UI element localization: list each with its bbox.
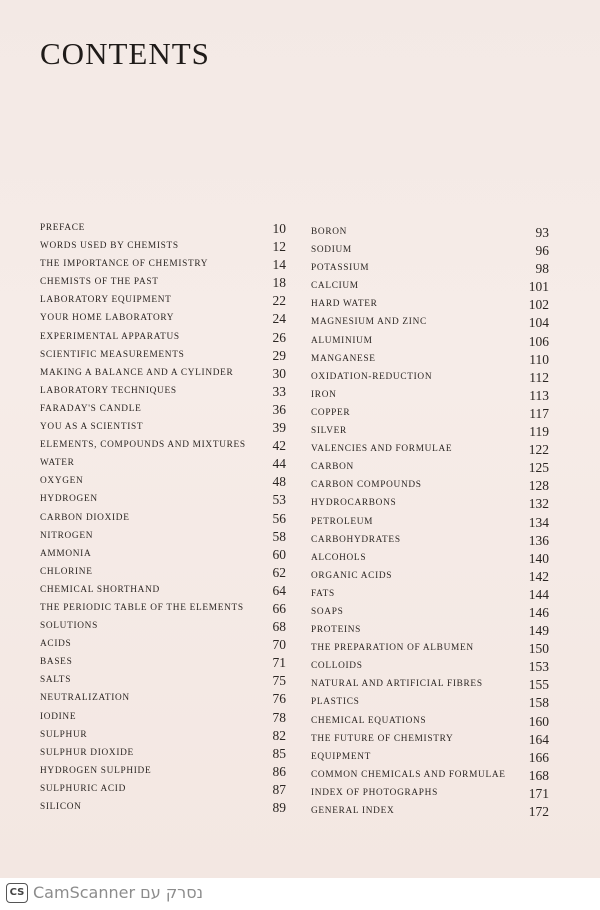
toc-entry — [311, 315, 549, 333]
toc-entry-page-number: 33 — [272, 383, 286, 399]
toc-entry-title: IRON — [311, 389, 337, 400]
toc-entry-title: MAKING A BALANCE AND A CYLINDER — [40, 367, 234, 378]
toc-entry — [311, 478, 549, 496]
toc-entry — [40, 691, 286, 709]
toc-entry — [40, 492, 286, 510]
toc-entry — [311, 623, 549, 641]
toc-entry-page-number: 104 — [528, 315, 549, 331]
toc-entry-page-number: 26 — [272, 329, 286, 345]
toc-entry-title: ALCOHOLS — [311, 552, 367, 563]
toc-entry-title: ELEMENTS, COMPOUNDS AND MIXTURES — [40, 440, 246, 451]
toc-entry-title: ORGANIC ACIDS — [311, 570, 393, 581]
toc-entry — [311, 732, 549, 750]
toc-entry — [40, 655, 286, 673]
toc-entry — [311, 388, 549, 406]
toc-entry-page-number: 158 — [528, 695, 549, 711]
toc-entry — [40, 366, 286, 384]
toc-entry — [311, 551, 549, 569]
toc-entry — [311, 370, 549, 388]
toc-entry — [311, 605, 549, 623]
toc-entry — [40, 348, 286, 366]
toc-entry — [40, 710, 286, 728]
toc-entry-title: THE PERIODIC TABLE OF THE ELEMENTS — [40, 602, 244, 613]
toc-entry-title: FARADAY'S CANDLE — [40, 403, 142, 414]
toc-entry-title: COLLOIDS — [311, 661, 363, 672]
toc-entry — [311, 225, 549, 243]
toc-entry-title: AMMONIA — [40, 548, 92, 559]
toc-entry-page-number: 24 — [272, 311, 286, 327]
toc-entry-title: FATS — [311, 588, 335, 599]
toc-entry — [311, 261, 549, 279]
toc-entry-page-number: 166 — [528, 749, 549, 765]
toc-entry-page-number: 132 — [528, 496, 549, 512]
toc-entry-page-number: 87 — [272, 781, 286, 797]
toc-entry — [40, 619, 286, 637]
toc-entry-page-number: 10 — [272, 221, 286, 236]
toc-entry-title: HYDROGEN — [40, 494, 98, 505]
toc-entry — [311, 496, 549, 514]
toc-entry — [40, 529, 286, 547]
toc-entry-title: SODIUM — [311, 245, 352, 256]
toc-entry — [311, 334, 549, 352]
toc-entry — [40, 764, 286, 782]
toc-entry-title: SILVER — [311, 426, 347, 437]
toc-entry-title: NEUTRALIZATION — [40, 693, 130, 704]
toc-entry — [40, 257, 286, 275]
toc-entry-page-number: 42 — [272, 438, 286, 454]
toc-entry — [40, 565, 286, 583]
toc-entry-title: THE FUTURE OF CHEMISTRY — [311, 733, 454, 744]
toc-entry-page-number: 164 — [528, 731, 549, 747]
toc-entry-title: YOU AS A SCIENTIST — [40, 422, 144, 433]
toc-entry-page-number: 48 — [272, 474, 286, 490]
toc-entry-title: LABORATORY EQUIPMENT — [40, 295, 172, 306]
toc-entry-title: YOUR HOME LABORATORY — [40, 313, 175, 324]
toc-entry — [311, 768, 549, 786]
toc-entry-page-number: 144 — [528, 586, 549, 602]
toc-entry-title: CARBON COMPOUNDS — [311, 480, 422, 491]
toc-entry — [40, 438, 286, 456]
toc-entry — [40, 239, 286, 257]
toc-entry-title: EXPERIMENTAL APPARATUS — [40, 331, 180, 342]
toc-entry-title: CHEMISTS OF THE PAST — [40, 277, 159, 288]
toc-entry-title: HARD WATER — [311, 299, 378, 310]
toc-entry-title: THE PREPARATION OF ALBUMEN — [311, 643, 474, 654]
toc-entry-title: WATER — [40, 458, 75, 469]
toc-entry-page-number: 64 — [272, 582, 286, 598]
toc-entry — [40, 293, 286, 311]
toc-entry-title: SILICON — [40, 802, 82, 812]
toc-entry-page-number: 102 — [528, 297, 549, 313]
toc-entry-page-number: 101 — [528, 279, 549, 295]
toc-entry-title: CARBON — [311, 462, 354, 473]
toc-entry-page-number: 128 — [528, 478, 549, 494]
toc-entry-title: CHLORINE — [40, 566, 93, 577]
toc-entry-title: CHEMICAL SHORTHAND — [40, 584, 160, 595]
toc-entry — [311, 533, 549, 551]
toc-entry — [40, 511, 286, 529]
toc-entry-page-number: 150 — [528, 641, 549, 657]
toc-entry-page-number: 168 — [528, 767, 549, 783]
toc-entry-title: SOLUTIONS — [40, 621, 98, 632]
toc-entry-title: CARBOHYDRATES — [311, 534, 401, 545]
toc-entry — [40, 746, 286, 764]
toc-entry-title: HYDROGEN SULPHIDE — [40, 765, 152, 776]
toc-entry-title: PLASTICS — [311, 697, 360, 708]
toc-entry-title: NATURAL AND ARTIFICIAL FIBRES — [311, 679, 483, 690]
toc-entry-title: INDEX OF PHOTOGRAPHS — [311, 787, 438, 798]
toc-left-column — [40, 221, 286, 818]
toc-entry — [40, 547, 286, 565]
toc-entry-page-number: 171 — [528, 785, 549, 801]
toc-entry-page-number: 56 — [272, 510, 286, 526]
toc-entry-page-number: 98 — [535, 261, 549, 277]
toc-entry-page-number: 62 — [272, 564, 286, 580]
toc-entry-page-number: 66 — [272, 600, 286, 616]
toc-entry — [311, 659, 549, 677]
toc-entry-title: NITROGEN — [40, 530, 94, 541]
toc-entry-title: VALENCIES AND FORMULAE — [311, 444, 453, 455]
toc-entry-title: CHEMICAL EQUATIONS — [311, 715, 427, 726]
page-title: CONTENTS — [40, 36, 210, 71]
toc-entry — [311, 804, 549, 822]
toc-entry-page-number: 14 — [272, 257, 286, 273]
toc-entry — [311, 243, 549, 261]
toc-entry — [40, 601, 286, 619]
toc-entry-page-number: 155 — [528, 677, 549, 693]
toc-entry-title: CALCIUM — [311, 281, 359, 292]
toc-entry — [311, 515, 549, 533]
toc-entry-page-number: 76 — [272, 691, 286, 707]
toc-entry — [40, 384, 286, 402]
toc-entry-page-number: 117 — [529, 405, 549, 421]
toc-entry-page-number: 36 — [272, 401, 286, 417]
toc-entry-title: CARBON DIOXIDE — [40, 512, 130, 523]
toc-entry-page-number: 29 — [272, 347, 286, 363]
toc-entry-title: ALUMINIUM — [311, 335, 373, 346]
toc-entry-title: SULPHURIC ACID — [40, 783, 126, 794]
toc-entry-title: EQUIPMENT — [311, 751, 372, 762]
toc-entry-title: PETROLEUM — [311, 516, 374, 527]
toc-entry — [40, 330, 286, 348]
toc-entry-page-number: 86 — [272, 763, 286, 779]
toc-entry-title: PROTEINS — [311, 625, 362, 636]
toc-entry-page-number: 85 — [272, 745, 286, 761]
toc-entry — [40, 728, 286, 746]
toc-entry — [311, 297, 549, 315]
toc-entry-title: MANGANESE — [311, 353, 376, 364]
toc-entry — [40, 311, 286, 329]
toc-entry-page-number: 112 — [529, 369, 549, 385]
toc-entry-page-number: 125 — [528, 460, 549, 476]
camscanner-logo-icon: CS — [6, 883, 28, 903]
toc-entry-page-number: 146 — [528, 604, 549, 620]
toc-entry-page-number: 12 — [272, 239, 286, 255]
toc-entry-title: OXIDATION-REDUCTION — [311, 371, 433, 382]
toc-entry — [40, 275, 286, 293]
toc-entry-page-number: 113 — [529, 387, 549, 403]
toc-entry — [40, 637, 286, 655]
toc-entry-page-number: 142 — [528, 568, 549, 584]
toc-entry-page-number: 60 — [272, 546, 286, 562]
toc-entry-page-number: 71 — [272, 655, 286, 671]
toc-entry-page-number: 140 — [528, 550, 549, 566]
toc-entry-title: SALTS — [40, 675, 72, 686]
toc-entry-page-number: 70 — [272, 637, 286, 653]
toc-entry — [311, 279, 549, 297]
toc-entry — [40, 583, 286, 601]
toc-entry — [40, 474, 286, 492]
toc-entry-title: COPPER — [311, 407, 351, 418]
toc-entry-title: HYDROCARBONS — [311, 498, 397, 509]
toc-entry-title: LABORATORY TECHNIQUES — [40, 385, 177, 396]
toc-entry — [311, 424, 549, 442]
toc-entry-title: BORON — [311, 227, 348, 237]
toc-entry-page-number: 153 — [528, 659, 549, 675]
toc-entry — [311, 587, 549, 605]
toc-entry-page-number: 93 — [535, 225, 549, 240]
toc-entry-page-number: 22 — [272, 293, 286, 309]
toc-entry-page-number: 89 — [272, 800, 286, 815]
toc-entry — [40, 800, 286, 818]
toc-entry-page-number: 149 — [528, 623, 549, 639]
toc-entry-page-number: 122 — [528, 442, 549, 458]
toc-entry-title: WORDS USED BY CHEMISTS — [40, 241, 179, 252]
toc-entry-page-number: 106 — [528, 333, 549, 349]
toc-entry — [311, 352, 549, 370]
toc-entry-page-number: 44 — [272, 456, 286, 472]
toc-entry — [311, 677, 549, 695]
toc-entry — [40, 782, 286, 800]
toc-entry — [311, 442, 549, 460]
toc-entry-title: OXYGEN — [40, 476, 84, 487]
toc-entry — [311, 569, 549, 587]
toc-right-column — [311, 225, 549, 822]
toc-entry-title: PREFACE — [40, 223, 86, 233]
toc-entry — [311, 460, 549, 478]
toc-entry-page-number: 75 — [272, 673, 286, 689]
toc-entry-page-number: 119 — [529, 424, 549, 440]
toc-entry-title: POTASSIUM — [311, 263, 370, 274]
toc-entry-page-number: 82 — [272, 727, 286, 743]
toc-entry — [311, 641, 549, 659]
toc-entry — [40, 673, 286, 691]
toc-entry-page-number: 134 — [528, 514, 549, 530]
toc-entry-title: MAGNESIUM AND ZINC — [311, 317, 427, 328]
scanner-watermark-bar — [0, 878, 600, 910]
toc-entry-page-number: 110 — [529, 351, 549, 367]
toc-entry — [40, 221, 286, 239]
toc-entry — [40, 402, 286, 420]
toc-entry-page-number: 68 — [272, 619, 286, 635]
toc-entry-title: COMMON CHEMICALS AND FORMULAE — [311, 769, 506, 780]
toc-entry — [311, 406, 549, 424]
toc-entry-page-number: 18 — [272, 275, 286, 291]
toc-entry — [311, 786, 549, 804]
toc-entry-title: SULPHUR — [40, 729, 88, 740]
toc-entry-title: BASES — [40, 657, 73, 668]
toc-entry-page-number: 39 — [272, 420, 286, 436]
toc-entry — [311, 695, 549, 713]
toc-entry-page-number: 160 — [528, 713, 549, 729]
toc-entry-page-number: 53 — [272, 492, 286, 508]
toc-entry — [40, 420, 286, 438]
toc-entry — [311, 714, 549, 732]
camscanner-watermark-text: CamScanner נסרק עם — [33, 883, 203, 902]
toc-entry — [40, 456, 286, 474]
toc-entry — [311, 750, 549, 768]
toc-entry-page-number: 58 — [272, 528, 286, 544]
toc-entry-title: IODINE — [40, 711, 77, 722]
toc-entry-title: THE IMPORTANCE OF CHEMISTRY — [40, 259, 209, 270]
toc-entry-page-number: 30 — [272, 365, 286, 381]
toc-entry-page-number: 172 — [528, 804, 549, 819]
toc-entry-title: SOAPS — [311, 606, 344, 617]
toc-entry-title: ACIDS — [40, 639, 72, 650]
toc-entry-title: SCIENTIFIC MEASUREMENTS — [40, 349, 185, 360]
toc-entry-page-number: 96 — [535, 243, 549, 259]
toc-entry-page-number: 78 — [272, 709, 286, 725]
toc-entry-title: GENERAL INDEX — [311, 806, 395, 816]
toc-entry-page-number: 136 — [528, 532, 549, 548]
toc-entry-title: SULPHUR DIOXIDE — [40, 747, 134, 758]
